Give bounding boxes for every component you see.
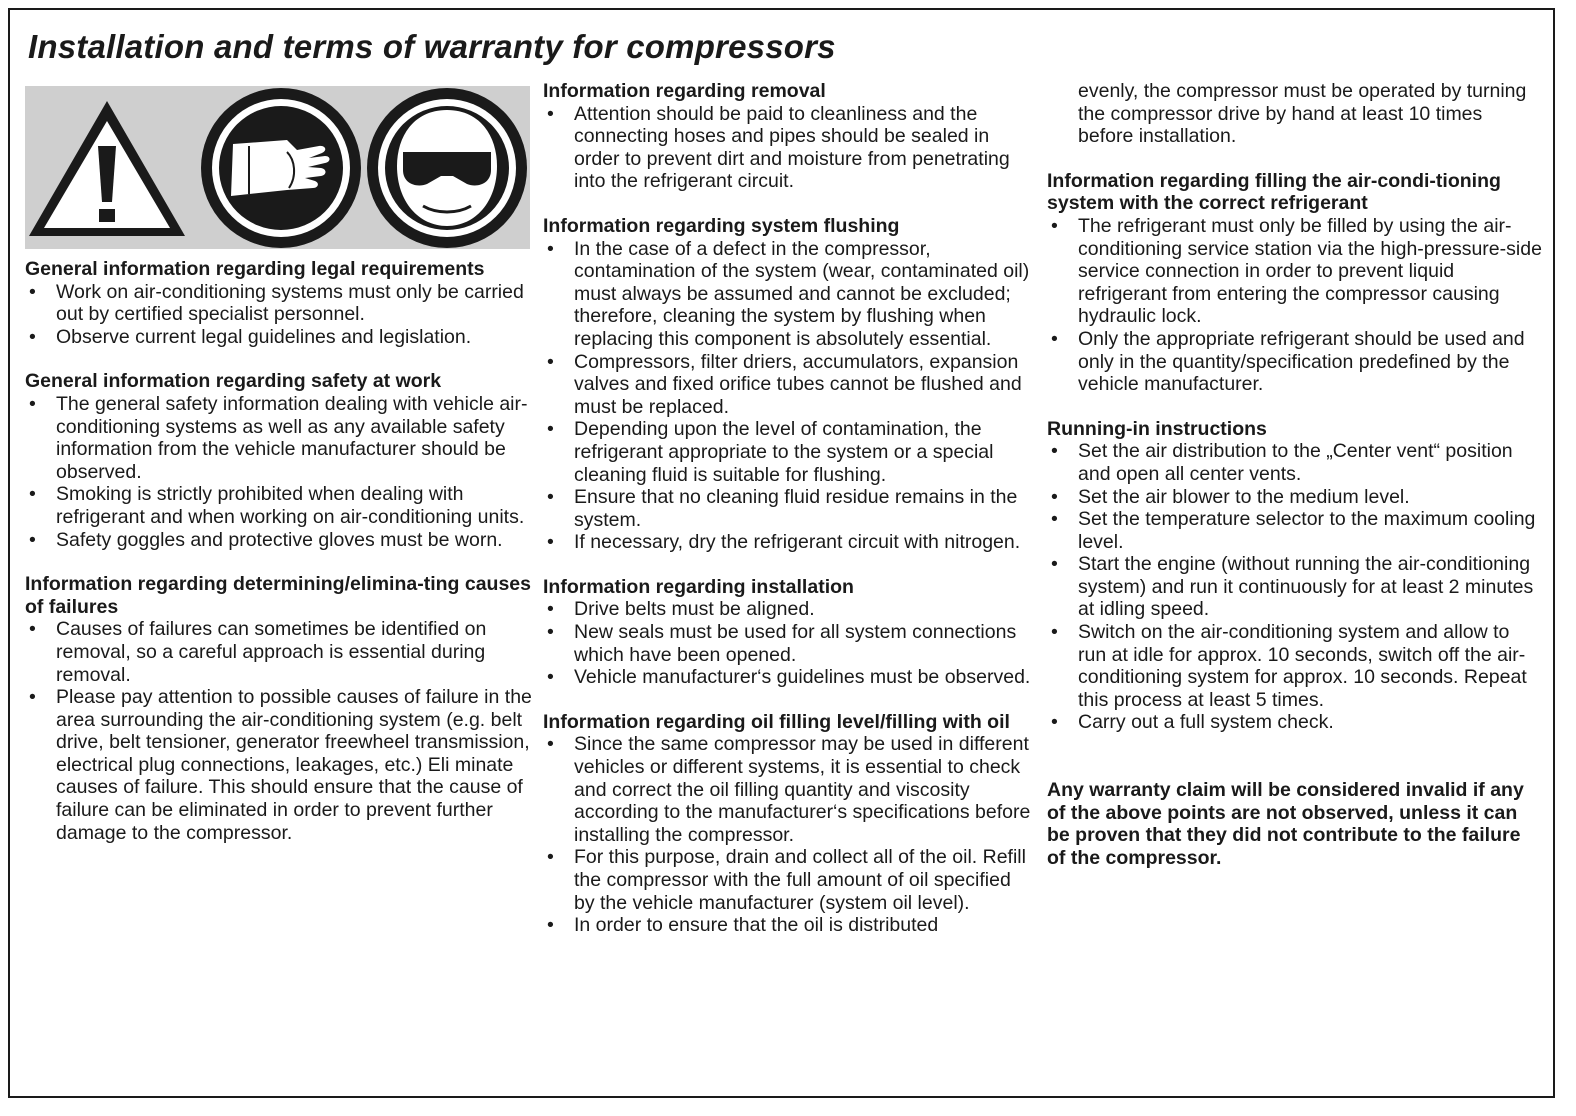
list-item: • Safety goggles and protective gloves must be worn.	[25, 529, 535, 552]
list-item: • Smoking is strictly prohibited when dealing with refrigerant and when working on air-conditioning units.	[25, 483, 535, 528]
column-right	[1047, 80, 1542, 889]
column-left	[25, 258, 535, 844]
section-heading: General information regarding legal requirements	[25, 258, 485, 280]
list-item: • Set the air blower to the medium level.	[1047, 486, 1542, 509]
section-heading: Information regarding filling the air-condi-tioning system with the correct refrigerant	[1047, 169, 1501, 215]
section-legal-requirements	[25, 258, 535, 348]
section-heading: Running-in instructions	[1047, 417, 1267, 440]
list-item: • New seals must be used for all system connections which have been opened.	[543, 621, 1031, 666]
section-installation	[543, 576, 1031, 689]
list-item: • Only the appropriate refrigerant should be used and only in the quantity/specification predefined by the vehicle manufacturer.	[1047, 328, 1542, 396]
section-causes-of-failures	[25, 573, 535, 844]
continued-text: evenly, the compressor must be operated by turning the compressor drive by hand at least 10 times before installation.	[1078, 80, 1527, 148]
section-removal	[543, 80, 1031, 193]
list-item: • Switch on the air-conditioning system and allow to run at idle for approx. 10 seconds, switch off the air-conditioning system for approx. 10 seconds. Repeat this process at least 5 times.	[1047, 621, 1542, 711]
section-safety-at-work	[25, 370, 535, 551]
list-item: • Compressors, filter driers, accumulators, expansion valves and fixed orifice tubes cannot be flushed and must be replaced.	[543, 351, 1031, 419]
page-title: Installation and terms of warranty for compressors	[28, 28, 836, 65]
list-item: • In the case of a defect in the compressor, contamination of the system (wear, contaminated oil) must always be assumed and cannot be excluded; therefore, cleaning the system by flushing when replacing this component is absolutely essential.	[543, 238, 1031, 351]
list-item: • Causes of failures can sometimes be identified on removal, so a careful approach is essential during removal.	[25, 618, 535, 686]
list-item: • Vehicle manufacturer‘s guidelines must be observed.	[543, 666, 1031, 689]
list-item: • The general safety information dealing with vehicle air-conditioning systems as well as any available safety information from the vehicle manufacturer should be observed.	[25, 393, 535, 483]
section-refrigerant-filling	[1047, 170, 1542, 396]
list-item: • In order to ensure that the oil is distributed	[543, 914, 1031, 937]
warning-triangle-icon	[29, 101, 185, 236]
section-system-flushing	[543, 215, 1031, 554]
list-item: • Depending upon the level of contamination, the refrigerant appropriate to the system or a special cleaning fluid is suitable for flushing.	[543, 418, 1031, 486]
list-item: • If necessary, dry the refrigerant circuit with nitrogen.	[543, 531, 1031, 554]
section-heading: Information regarding determining/elimina-ting causes of failures	[25, 573, 531, 618]
list-item: • Since the same compressor may be used in different vehicles or different systems, it is essential to check and correct the oil filling quantity and viscosity according to the manufacturer‘s specifications before installing the compressor.	[543, 733, 1031, 846]
list-item: • Start the engine (without running the air-conditioning system) and run it continuously for at least 2 minutes at idling speed.	[1047, 553, 1542, 621]
list-item: • Set the air distribution to the „Center vent“ position and open all center vents.	[1047, 440, 1542, 485]
safety-goggles-icon	[367, 88, 527, 248]
list-item: • Attention should be paid to cleanliness and the connecting hoses and pipes should be sealed in order to prevent dirt and moisture from penetrating into the refrigerant circuit.	[543, 103, 1031, 193]
list-item: • Observe current legal guidelines and legislation.	[25, 326, 535, 349]
section-heading: Information regarding removal	[543, 80, 826, 102]
section-running-in	[1047, 418, 1542, 734]
safety-icons-panel	[25, 86, 530, 249]
list-item: • Ensure that no cleaning fluid residue remains in the system.	[543, 486, 1031, 531]
section-heading: General information regarding safety at work	[25, 370, 442, 393]
section-heading: Information regarding installation	[543, 575, 854, 598]
list-item: • Please pay attention to possible causes of failure in the area surrounding the air-conditioning system (e.g. belt drive, belt tensioner, generator freewheel transmission, electrical plug connections, leakages, etc.) Eli minate causes of failure. This should ensure that the cause of failure can be eliminated in order to prevent further damage to the compressor.	[25, 686, 535, 844]
list-item: • Set the temperature selector to the maximum cooling level.	[1047, 508, 1542, 553]
protective-gloves-icon	[201, 88, 361, 248]
warranty-claim-notice: Any warranty claim will be considered invalid if any of the above points are not observed, unless it can be proven that they did not contribute to the failure of the compressor.	[1047, 779, 1524, 869]
column-middle	[543, 80, 1031, 937]
section-heading: Information regarding system flushing	[543, 214, 900, 237]
list-item: • The refrigerant must only be filled by using the air-conditioning service station via the high-pressure-side service connection in order to prevent liquid refrigerant from entering the compressor causing hydraulic lock.	[1047, 215, 1542, 328]
section-heading: Information regarding oil filling level/filling with oil	[543, 710, 1010, 733]
list-item: • For this purpose, drain and collect all of the oil. Refill the compressor with the full amount of oil specified by the vehicle manufacturer (system oil level).	[543, 846, 1031, 914]
list-item: • Work on air-conditioning systems must only be carried out by certified specialist personnel.	[25, 281, 535, 326]
list-item: • Carry out a full system check.	[1047, 711, 1542, 734]
section-oil-filling	[543, 711, 1031, 937]
list-item: • Drive belts must be aligned.	[543, 598, 1031, 621]
